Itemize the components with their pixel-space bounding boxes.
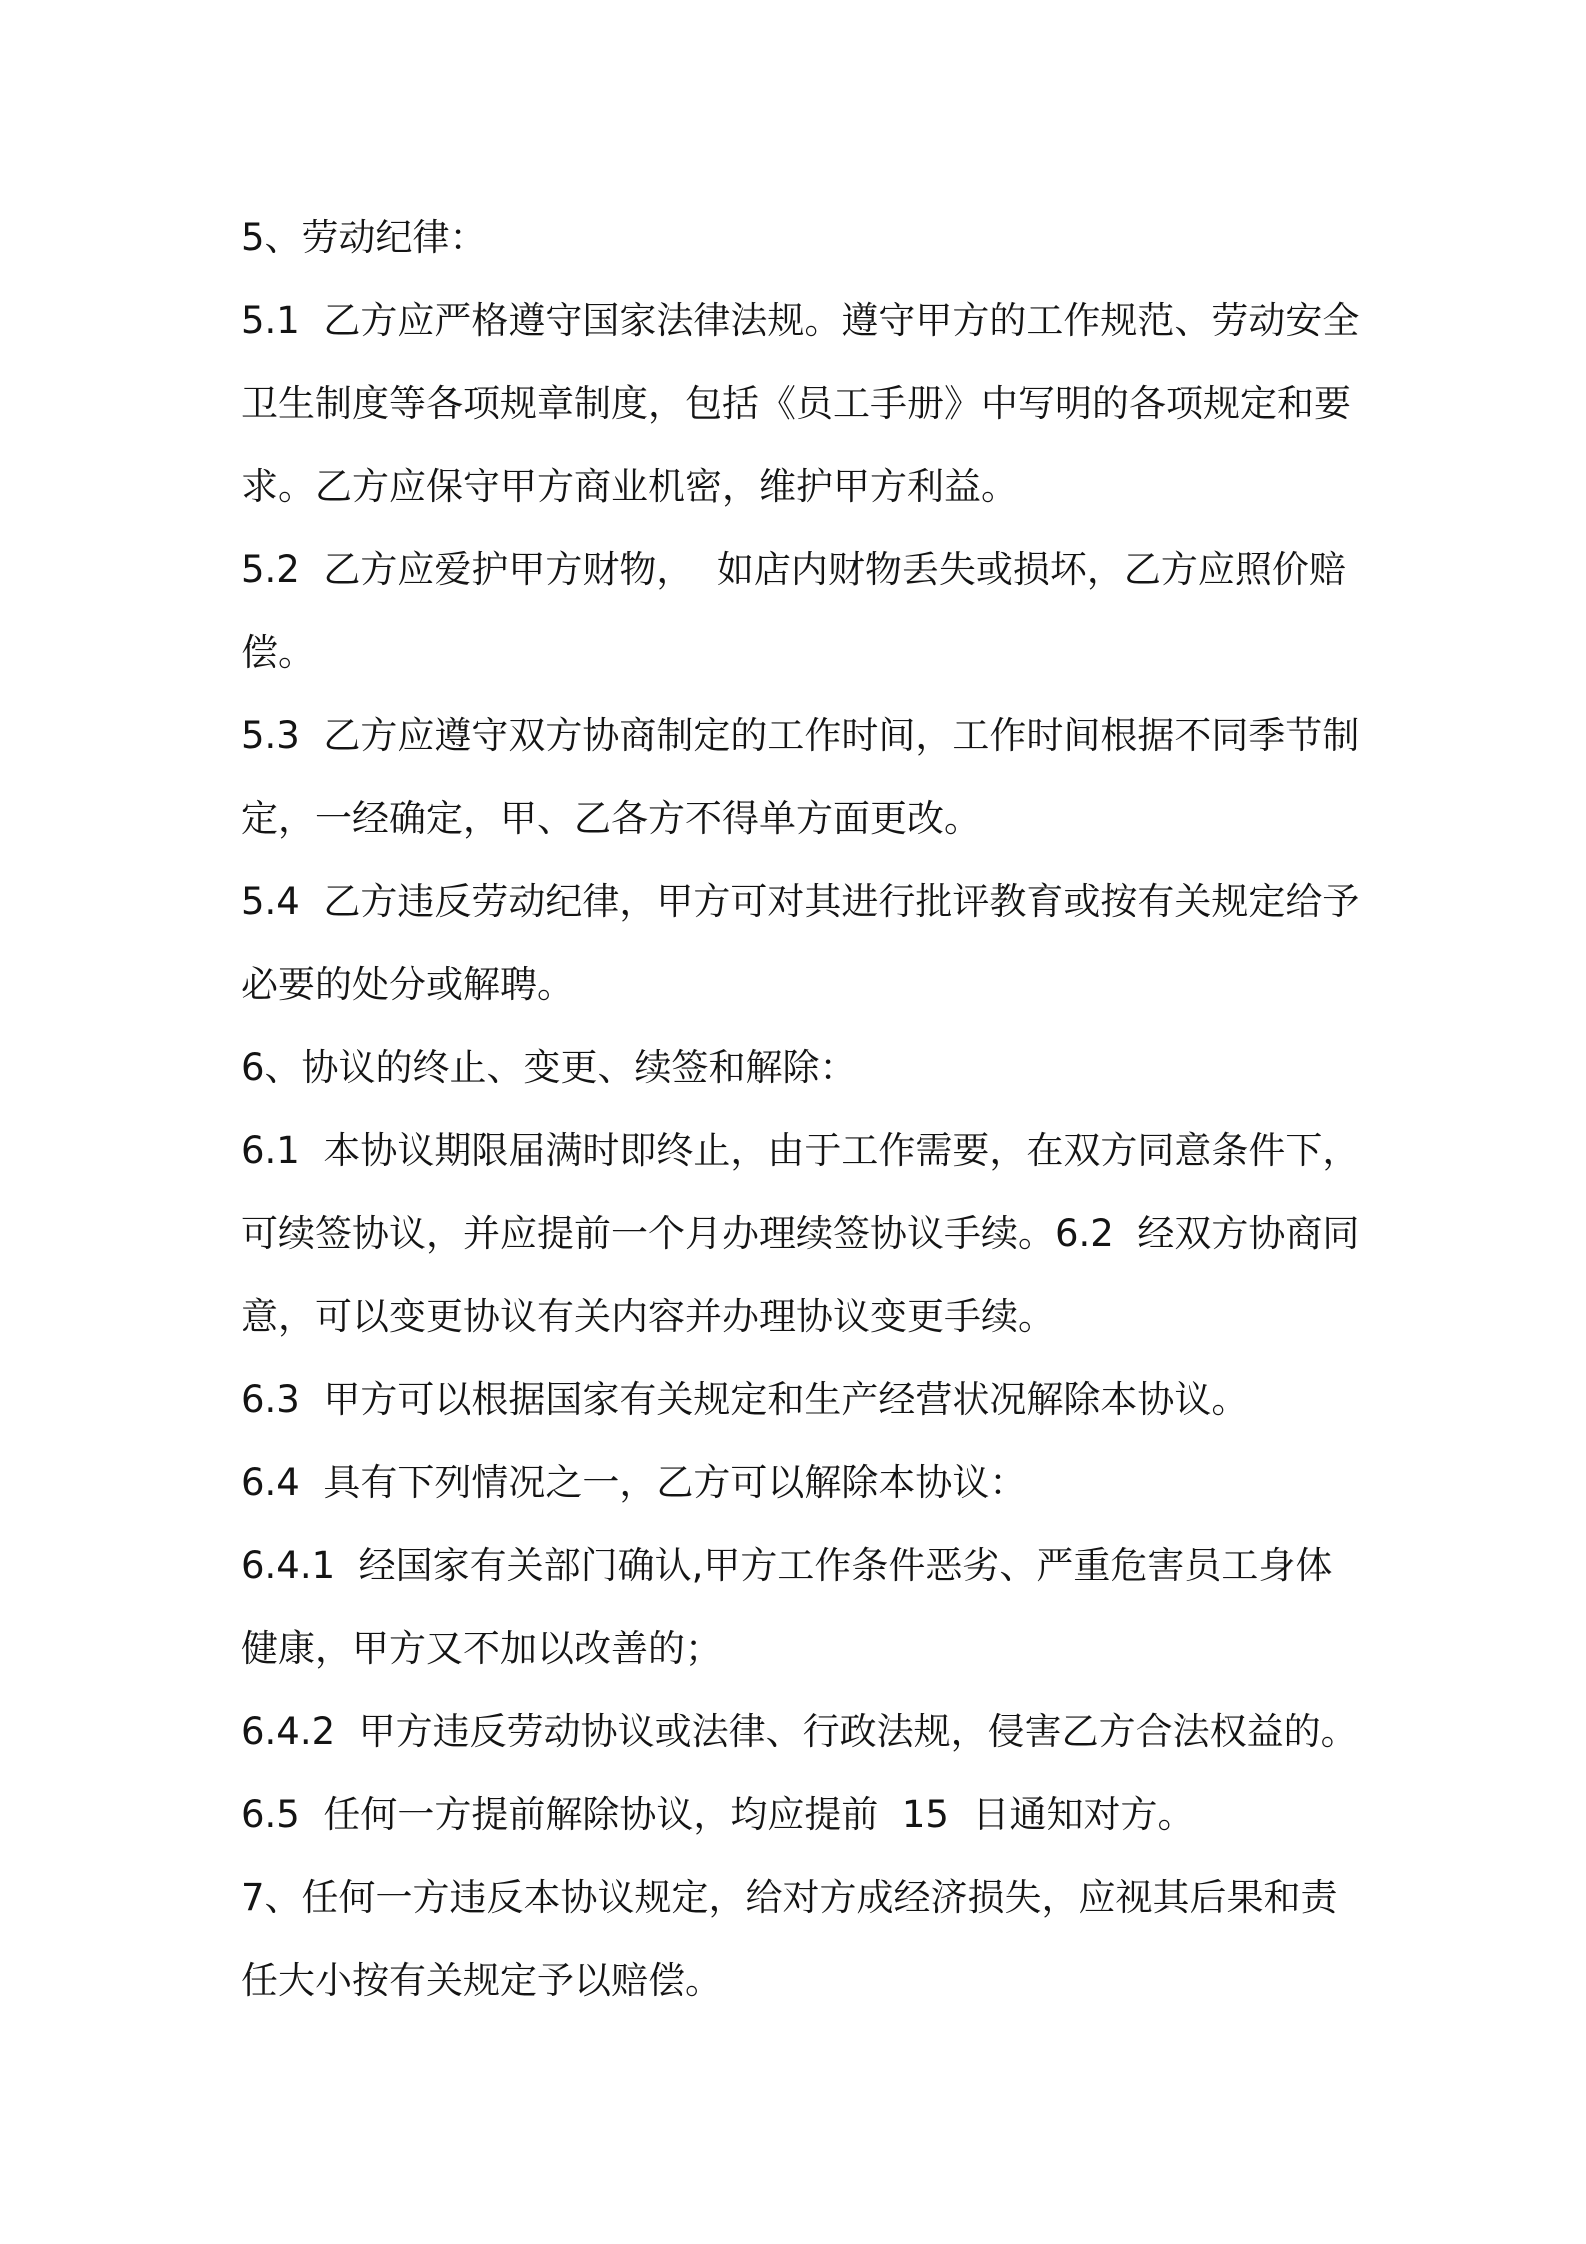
clause-6-5: 6.5 任何一方提前解除协议，均应提前 15 日通知对方。 (241, 1793, 1195, 1836)
clause-5-3: 5.3 乙方应遵守双方协商制定的工作时间，工作时间根据不同季节制定，一经确定，甲、乙各方不得单方面更改。 (241, 714, 1360, 840)
clause-6-4-2: 6.4.2 甲方违反劳动协议或法律、行政法规，侵害乙方合法权益的。 (241, 1710, 1358, 1753)
clause-5-1: 5.1 乙方应严格遵守国家法律法规。遵守甲方的工作规范、劳动安全卫生制度等各项规章制度，包括《员工手册》中写明的各项规定和要求。乙方应保守甲方商业机密，维护甲方利益。 (241, 299, 1360, 508)
clause-5-2: 5.2 乙方应爱护甲方财物， 如店内财物丢失或损坏，乙方应照价赔偿。 (241, 548, 1346, 674)
section-5-heading: 5、劳动纪律： (241, 216, 487, 259)
section-6-heading: 6、协议的终止、变更、续签和解除： (241, 1046, 857, 1089)
clause-6-4: 6.4 具有下列情况之一，乙方可以解除本协议： (241, 1461, 1027, 1504)
document-body (241, 196, 1361, 2022)
clause-5-4: 5.4 乙方违反劳动纪律，甲方可对其进行批评教育或按有关规定给予必要的处分或解聘。 (241, 880, 1360, 1006)
clause-6-4-1: 6.4.1 经国家有关部门确认,甲方工作条件恶劣、严重危害员工身体健康，甲方又不加以改善的； (241, 1544, 1333, 1670)
section-7: 7、任何一方违反本协议规定，给对方成经济损失，应视其后果和责任大小按有关规定予以赔偿。 (241, 1876, 1338, 2002)
clause-6-1-6-2: 6.1 本协议期限届满时即终止，由于工作需要，在双方同意条件下，可续签协议，并应提前一个月办理续签协议手续。6.2 经双方协商同意，可以变更协议有关内容并办理协议变更手续。 (241, 1129, 1360, 1338)
clause-6-3: 6.3 甲方可以根据国家有关规定和生产经营状况解除本协议。 (241, 1378, 1249, 1421)
